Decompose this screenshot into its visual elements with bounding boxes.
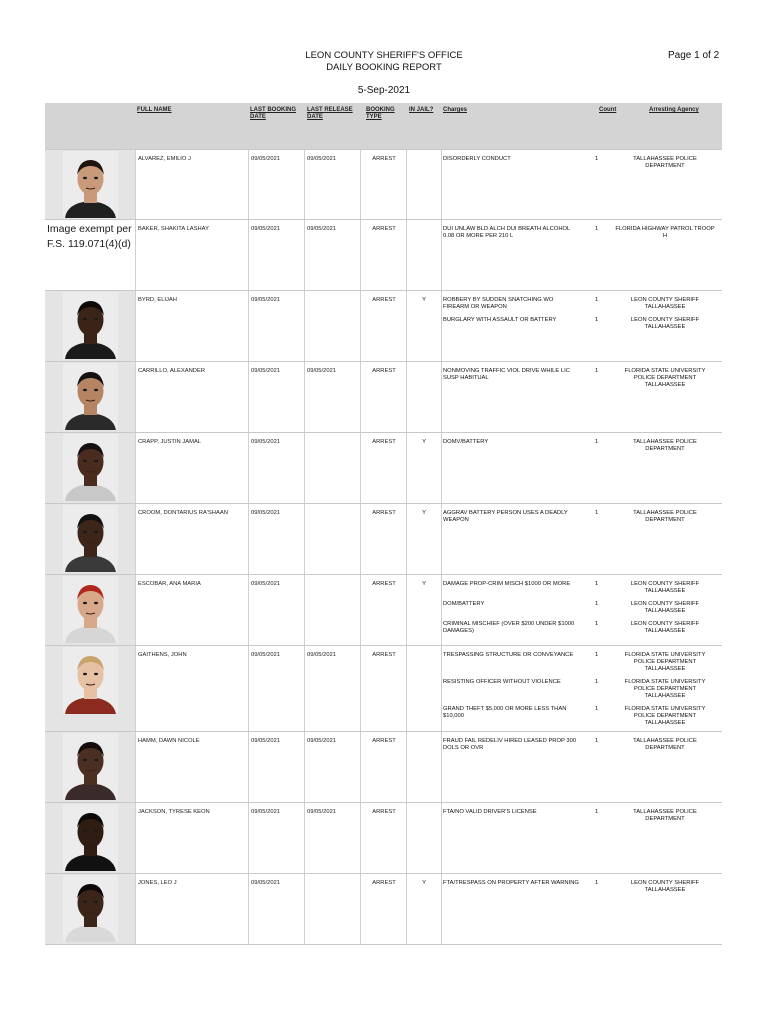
photo-cell [45, 433, 135, 503]
arresting-agency: LEON COUNTY SHERIFF TALLAHASSEE [630, 601, 700, 614]
column-divider [360, 803, 361, 873]
column-divider [248, 646, 249, 731]
charge-item [443, 226, 719, 240]
charge-item [443, 581, 719, 595]
table-row [45, 873, 722, 945]
last-release-date: 09/05/2021 [307, 738, 337, 744]
column-divider [135, 732, 136, 802]
booking-type: ARREST [372, 368, 396, 374]
arresting-agency: FLORIDA STATE UNIVERSITY POLICE DEPARTMENT TALLAHASSEE [624, 706, 706, 726]
column-divider [304, 803, 305, 873]
in-jail-flag: Y [422, 439, 426, 445]
table-body [45, 149, 722, 945]
person-name: HAMM, DAWN NICOLE [138, 738, 200, 744]
column-divider [360, 362, 361, 432]
column-divider [441, 504, 442, 574]
table-row [45, 731, 722, 802]
arresting-agency: TALLAHASSEE POLICE DEPARTMENT [633, 738, 697, 751]
column-divider [248, 433, 249, 503]
mugshot-image [63, 576, 118, 643]
column-divider [441, 732, 442, 802]
column-divider [135, 362, 136, 432]
booking-type: ARREST [372, 510, 396, 516]
booking-type: ARREST [372, 880, 396, 886]
charge-item [443, 679, 719, 700]
column-divider [248, 220, 249, 290]
table-row [45, 645, 722, 731]
table-row [45, 219, 722, 290]
column-divider [406, 220, 407, 290]
image-exempt-note: Image exempt per F.S. 119.071(4)(d) [47, 223, 132, 250]
booking-type: ARREST [372, 581, 396, 587]
last-booking-date: 09/05/2021 [251, 880, 281, 886]
charges-list [443, 226, 719, 246]
charge-count: 1 [595, 621, 599, 627]
charges-list [443, 297, 719, 337]
column-divider [360, 874, 361, 944]
column-divider [304, 220, 305, 290]
charge-description: AGGRAV BATTERY PERSON USES A DEADLY WEAPON [443, 510, 568, 523]
arresting-agency: FLORIDA STATE UNIVERSITY POLICE DEPARTMENT TALLAHASSEE [624, 652, 706, 672]
charge-item [443, 601, 719, 615]
last-booking-date: 09/05/2021 [251, 652, 281, 658]
charge-count: 1 [595, 510, 599, 516]
mugshot-image [63, 875, 118, 942]
charges-list [443, 510, 719, 530]
col-count: Count [599, 107, 617, 113]
charge-description: RESISTING OFFICER WITHOUT VIOLENCE [443, 679, 561, 685]
photo-cell [45, 732, 135, 802]
column-divider [441, 220, 442, 290]
column-divider [304, 504, 305, 574]
arresting-agency: TALLAHASSEE POLICE DEPARTMENT [633, 809, 697, 822]
photo-cell [45, 803, 135, 873]
charge-count: 1 [595, 809, 599, 815]
col-booking-type: BOOKING TYPE [366, 107, 395, 120]
charge-description: DISORDERLY CONDUCT [443, 156, 511, 162]
column-divider [248, 575, 249, 645]
charge-description: BURGLARY WITH ASSAULT OR BATTERY [443, 317, 557, 323]
booking-type: ARREST [372, 809, 396, 815]
col-last-booking: LAST BOOKING DATE [250, 107, 296, 120]
photo-cell [45, 291, 135, 361]
booking-type: ARREST [372, 226, 396, 232]
photo-cell [45, 504, 135, 574]
col-arresting-agency: Arresting Agency [649, 107, 699, 113]
table-row [45, 802, 722, 873]
charges-list [443, 652, 719, 733]
charges-list [443, 809, 719, 829]
column-divider [406, 646, 407, 731]
photo-cell [45, 646, 135, 731]
person-name: GAITHENS, JOHN [138, 652, 187, 658]
charge-count: 1 [595, 652, 599, 658]
charges-list [443, 581, 719, 641]
charge-item [443, 809, 719, 823]
charge-count: 1 [595, 880, 599, 886]
charge-count: 1 [595, 706, 599, 712]
column-divider [135, 646, 136, 731]
column-divider [135, 150, 136, 219]
charge-count: 1 [595, 439, 599, 445]
page-number: Page 1 of 2 [668, 50, 720, 61]
charge-count: 1 [595, 297, 599, 303]
col-charges: Charges [443, 107, 468, 113]
column-divider [248, 291, 249, 361]
charge-count: 1 [595, 226, 599, 232]
photo-cell [45, 150, 135, 219]
charge-item [443, 621, 719, 635]
last-release-date: 09/05/2021 [307, 156, 337, 162]
charge-description: DOM/BATTERY [443, 601, 485, 607]
booking-type: ARREST [372, 652, 396, 658]
last-release-date: 09/05/2021 [307, 652, 337, 658]
column-divider [360, 433, 361, 503]
booking-table [45, 103, 722, 945]
column-divider [248, 803, 249, 873]
charges-list [443, 738, 719, 758]
last-booking-date: 09/05/2021 [251, 809, 281, 815]
table-row [45, 574, 722, 645]
charge-description: FRAUD FAIL REDELIV HIRED LEASED PROP 300 DOLS OR OVR [443, 738, 577, 751]
column-divider [360, 646, 361, 731]
photo-cell [45, 220, 135, 290]
mugshot-image [63, 505, 118, 572]
mugshot-image [63, 292, 118, 359]
column-divider [248, 150, 249, 219]
table-row [45, 432, 722, 503]
last-booking-date: 09/05/2021 [251, 226, 281, 232]
column-divider [441, 803, 442, 873]
last-release-date: 09/05/2021 [307, 368, 337, 374]
column-divider [304, 732, 305, 802]
charges-list [443, 880, 719, 900]
arresting-agency: LEON COUNTY SHERIFF TALLAHASSEE [630, 317, 700, 330]
column-divider [135, 291, 136, 361]
column-divider [406, 362, 407, 432]
arresting-agency: LEON COUNTY SHERIFF TALLAHASSEE [630, 297, 700, 310]
mugshot-image [63, 363, 118, 430]
last-booking-date: 09/05/2021 [251, 439, 281, 445]
column-divider [135, 575, 136, 645]
person-name: ALVAREZ, EMILIO J [138, 156, 191, 162]
column-divider [441, 646, 442, 731]
mugshot-image [63, 647, 118, 714]
charges-list [443, 368, 719, 395]
column-divider [304, 433, 305, 503]
column-divider [441, 874, 442, 944]
column-divider [406, 732, 407, 802]
column-divider [135, 433, 136, 503]
arresting-agency: TALLAHASSEE POLICE DEPARTMENT [633, 439, 697, 452]
table-header [45, 103, 722, 149]
charge-item [443, 439, 719, 453]
column-divider [304, 150, 305, 219]
charge-count: 1 [595, 156, 599, 162]
column-divider [441, 150, 442, 219]
report-date: 5-Sep-2021 [357, 85, 411, 96]
arresting-agency: FLORIDA STATE UNIVERSITY POLICE DEPARTMENT TALLAHASSEE [624, 679, 706, 699]
mugshot-image [63, 804, 118, 871]
person-name: JONES, LEO J [138, 880, 177, 886]
last-release-date: 09/05/2021 [307, 226, 337, 232]
col-in-jail: IN JAIL? [409, 107, 434, 113]
column-divider [248, 874, 249, 944]
photo-cell [45, 874, 135, 944]
col-full-name: FULL NAME [137, 107, 172, 113]
charge-description: NONMOVING TRAFFIC VIOL DRIVE WHILE LIC SUSP HABITUAL [443, 368, 570, 381]
charge-count: 1 [595, 738, 599, 744]
column-divider [406, 803, 407, 873]
table-row [45, 290, 722, 361]
column-divider [135, 803, 136, 873]
charges-list [443, 156, 719, 176]
column-divider [304, 646, 305, 731]
column-divider [248, 362, 249, 432]
column-divider [441, 291, 442, 361]
report-title: DAILY BOOKING REPORT [326, 62, 442, 73]
in-jail-flag: Y [422, 581, 426, 587]
charge-item [443, 652, 719, 673]
arresting-agency: LEON COUNTY SHERIFF TALLAHASSEE [630, 880, 700, 893]
col-last-release: LAST RELEASE DATE [307, 107, 353, 120]
person-name: JACKSON, TYRESE KEON [138, 809, 210, 815]
column-divider [441, 575, 442, 645]
column-divider [406, 150, 407, 219]
last-booking-date: 09/05/2021 [251, 581, 281, 587]
column-divider [441, 433, 442, 503]
person-name: ESCOBAR, ANA MARIA [138, 581, 201, 587]
in-jail-flag: Y [422, 880, 426, 886]
arresting-agency: LEON COUNTY SHERIFF TALLAHASSEE [630, 621, 700, 634]
column-divider [360, 291, 361, 361]
column-divider [360, 220, 361, 290]
mugshot-image [63, 151, 118, 218]
arresting-agency: FLORIDA HIGHWAY PATROL TROOP H [615, 226, 715, 239]
charge-description: ROBBERY BY SUDDEN SNATCHING WO FIREARM OR WEAPON [443, 297, 554, 310]
in-jail-flag: Y [422, 297, 426, 303]
column-divider [248, 732, 249, 802]
mugshot-image [63, 733, 118, 800]
charge-description: FTA/TRESPASS ON PROPERTY AFTER WARNING [443, 880, 579, 886]
last-booking-date: 09/05/2021 [251, 738, 281, 744]
charge-item [443, 738, 719, 752]
in-jail-flag: Y [422, 510, 426, 516]
charge-count: 1 [595, 679, 599, 685]
person-name: CRAPP, JUSTIN JAMAL [138, 439, 202, 445]
column-divider [304, 575, 305, 645]
person-name: BYRD, ELIJAH [138, 297, 177, 303]
column-divider [248, 504, 249, 574]
charge-item [443, 880, 719, 894]
column-divider [135, 220, 136, 290]
arresting-agency: FLORIDA STATE UNIVERSITY POLICE DEPARTMENT TALLAHASSEE [624, 368, 706, 388]
person-name: CROOM, DONTARIUS RA'SHAAN [138, 510, 228, 516]
charge-count: 1 [595, 581, 599, 587]
charge-item [443, 156, 719, 170]
charge-count: 1 [595, 317, 599, 323]
charge-description: FTA/NO VALID DRIVER'S LICENSE [443, 809, 537, 815]
arresting-agency: LEON COUNTY SHERIFF TALLAHASSEE [630, 581, 700, 594]
charges-list [443, 439, 719, 459]
photo-cell [45, 575, 135, 645]
charge-description: DUI UNLAW BLD ALCH DUI BREATH ALCOHOL 0.08 OR MORE PER 210 L [443, 226, 571, 239]
last-booking-date: 09/05/2021 [251, 297, 281, 303]
charge-item [443, 706, 719, 727]
booking-type: ARREST [372, 156, 396, 162]
charge-item [443, 297, 719, 311]
column-divider [304, 291, 305, 361]
charge-count: 1 [595, 601, 599, 607]
column-divider [304, 362, 305, 432]
column-divider [360, 575, 361, 645]
person-name: BAKER, SHAKITA LASHAY [138, 226, 209, 232]
arresting-agency: TALLAHASSEE POLICE DEPARTMENT [633, 510, 697, 523]
charge-description: DOMV/BATTERY [443, 439, 489, 445]
charge-description: GRAND THEFT $5,000 OR MORE LESS THAN $10,000 [443, 706, 567, 719]
charge-description: DAMAGE PROP-CRIM MISCH $1000 OR MORE [443, 581, 571, 587]
column-divider [135, 874, 136, 944]
charge-description: CRIMINAL MISCHIEF (OVER $200 UNDER $1000 DAMAGES) [443, 621, 575, 634]
column-divider [360, 150, 361, 219]
column-divider [135, 504, 136, 574]
photo-cell [45, 362, 135, 432]
table-row [45, 149, 722, 219]
table-row [45, 503, 722, 574]
charge-item [443, 317, 719, 331]
table-row [45, 361, 722, 432]
office-title: LEON COUNTY SHERIFF'S OFFICE [305, 50, 463, 61]
charge-item [443, 368, 719, 389]
booking-type: ARREST [372, 439, 396, 445]
person-name: CARRILLO, ALEXANDER [138, 368, 206, 374]
mugshot-image [63, 434, 118, 501]
charge-description: TRESPASSING STRUCTURE OR CONVEYANCE [443, 652, 574, 658]
arresting-agency: TALLAHASSEE POLICE DEPARTMENT [633, 156, 697, 169]
charge-count: 1 [595, 368, 599, 374]
column-divider [360, 732, 361, 802]
charge-item [443, 510, 719, 524]
last-release-date: 09/05/2021 [307, 809, 337, 815]
last-booking-date: 09/05/2021 [251, 510, 281, 516]
column-divider [441, 362, 442, 432]
booking-type: ARREST [372, 297, 396, 303]
booking-type: ARREST [372, 738, 396, 744]
last-booking-date: 09/05/2021 [251, 368, 281, 374]
last-booking-date: 09/05/2021 [251, 156, 281, 162]
column-divider [360, 504, 361, 574]
column-divider [304, 874, 305, 944]
